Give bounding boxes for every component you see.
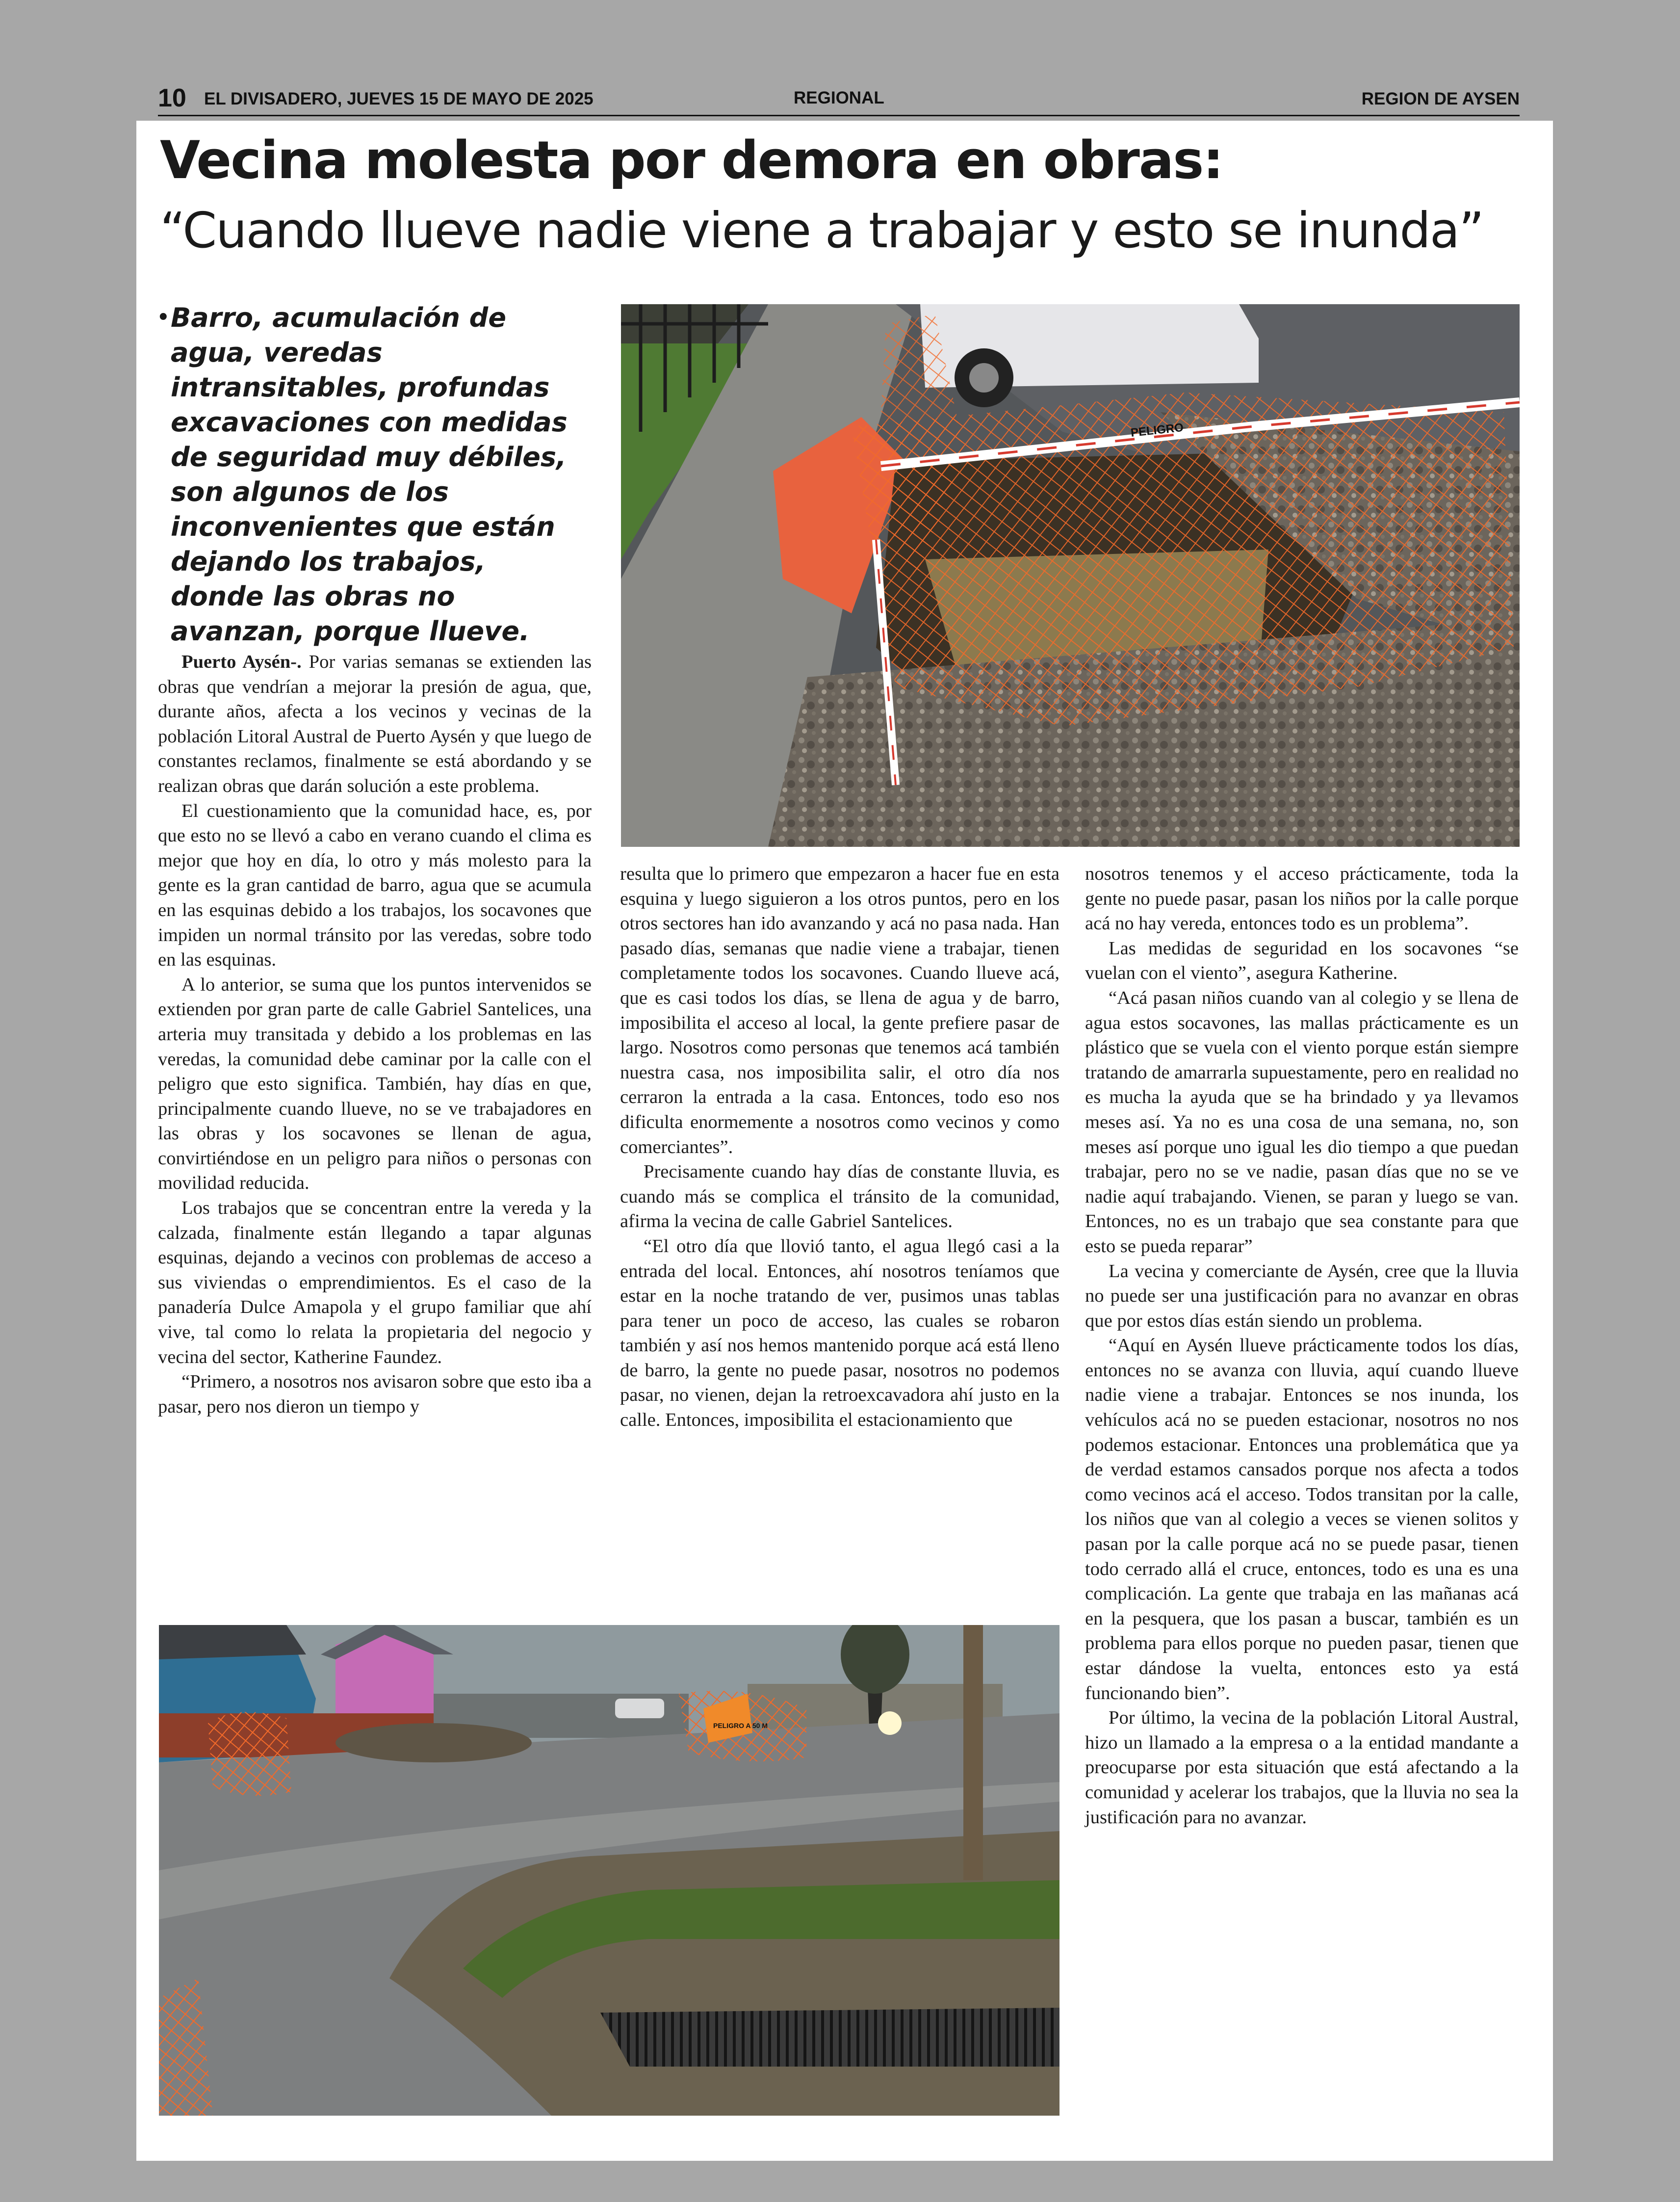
article-column-1 bbox=[158, 650, 592, 1419]
paragraph: A lo anterior, se suma que los puntos intervenidos se extienden por gran parte de calle Gabriel Santelices, una arteria muy transitada y debido a los problemas en las veredas, la comunidad debe caminar por la calle con el peligro que esto significa. También, hay días en que, principalmente cuando llueve, no se ve trabajadores en las obras y los socavones se llenan de agua, convirtiéndose en un peligro para niños o personas con movilidad reducida. bbox=[158, 974, 592, 1194]
article-column-2 bbox=[620, 862, 1060, 1433]
flooded-street-photo bbox=[159, 1625, 1060, 2116]
section-label: REGIONAL bbox=[794, 88, 884, 107]
deck-text: Barro, acumulación de agua, veredas intransitables, profundas excavaciones con medidas de seguridad muy débiles, son algunos de los inconvenientes que están dejando los trabajos, donde las obras no avanzan, porque llueve. bbox=[171, 302, 568, 647]
article-column-3 bbox=[1085, 862, 1519, 1830]
excavation-photo bbox=[621, 304, 1520, 847]
header-rule bbox=[158, 115, 1520, 116]
paragraph: Por último, la vecina de la población Litoral Austral, hizo un llamado a la empresa o a la entidad mandante a preocuparse por esta situación que está afectando a la comunidad y acelerar los trabajos, que la lluvia no sea la justificación para no avanzar. bbox=[1085, 1707, 1519, 1828]
paragraph: Los trabajos que se concentran entre la vereda y la calzada, finalmente están llegando a tapar algunas esquinas, dejando a vecinos con problemas de acceso a sus viviendas o emprendimientos. Es el caso de la panadería Dulce Amapola y el grupo familiar que ahí vive, tal como lo relata la propietaria del negocio y vecina del sector, Katherine Faundez. bbox=[158, 1198, 592, 1367]
dateline: Puerto Aysén-. bbox=[181, 652, 302, 672]
deck-bullet: • bbox=[157, 306, 170, 329]
paragraph: Precisamente cuando hay días de constante lluvia, es cuando más se complica el tránsito de la comunidad, afirma la vecina de calle Gabriel Santelices. bbox=[620, 1161, 1060, 1232]
region-label: REGION DE AYSEN bbox=[1361, 89, 1520, 108]
article-headline: Vecina molesta por demora en obras: bbox=[160, 130, 1223, 190]
paragraph: “Acá pasan niños cuando van al colegio y se llena de agua estos socavones, las mallas prácticamente es un plástico que se vuela con el viento porque están siempre tratando de amarrarla supuestamente, pero en realidad no es mucha la ayuda que se ha brindado y ya llevamos meses así. Ya no es una cosa de una semana, no, son meses así porque uno igual les dio tiempo a que puedan trabajar, pero no se ve nadie, pasan días que no se ve nadie aquí trabajando. Vienen, se paran y luego se van. Entonces, no es un trabajo que sea constante para que esto se pueda reparar” bbox=[1085, 987, 1519, 1257]
paragraph: El cuestionamiento que la comunidad hace, es, por que esto no se llevó a cabo en verano cuando el clima es mejor que hoy en día, lo otro y más molesto para la gente es la gran cantidad de barro, agua que se acumula en las esquinas debido a los trabajos, los socavones que impiden un normal tránsito por las veredas, sobre todo en las esquinas. bbox=[158, 800, 592, 970]
running-header bbox=[158, 82, 1520, 114]
paragraph: resulta que lo primero que empezaron a hacer fue en esta esquina y luego siguieron a los otros puntos, pero en los otros sectores han ido avanzando y acá no pasa nada. Han pasado días, semanas que nadie viene a trabajar, tienen completamente todos los socavones. Cuando llueve acá, que es casi todos los días, se llena de agua y de barro, imposibilita el acceso al local, la gente prefiere pasar de largo. Nosotros como personas que tenemos acá también nuestra casa, nos imposibilita salir, el otro día nos cerraron la entrada a la casa. Entonces, todo eso nos dificulta enormemente a nosotros como vecinos y como comerciantes”. bbox=[620, 864, 1060, 1157]
paragraph: Por varias semanas se extienden las obras que vendrían a mejorar la presión de agua, que, durante años, afecta a los vecinos y vecinas de la población Litoral Austral de Puerto Aysén y que luego de constantes reclamos, finalmente se está abordando y se realizan obras que darán solución a este problema. bbox=[158, 652, 592, 796]
paragraph: “Primero, a nosotros nos avisaron sobre que esto iba a pasar, pero nos dieron un tiempo y bbox=[158, 1371, 592, 1417]
paragraph: “El otro día que llovió tanto, el agua llegó casi a la entrada del local. Entonces, ahí nosotros teníamos que estar en la noche tratando de ver, pusimos unas tablas para tener un poco de acceso, las cuales se robaron también y así nos hemos mantenido porque acá está lleno de barro, la gente no puede pasar, nosotros no podemos pasar, no vienen, dejan la retroexcavadora ahí justo en la calle. Entonces, imposibilita el estacionamiento que bbox=[620, 1235, 1060, 1431]
article-subheadline: “Cuando llueve nadie viene a trabajar y esto se inunda” bbox=[160, 202, 1483, 259]
page-number: 10 bbox=[158, 84, 186, 112]
paragraph: “Aquí en Aysén llueve prácticamente todos los días, entonces no se avanza con lluvia, aquí cuando llueve nadie viene a trabajar. Entonces se nos inunda, los vehículos acá no se pueden estacionar, nosotros no nos podemos estacionar. Entonces una problemática que ya de verdad estamos cansados porque nos afecta a todos como vecinos acá el acceso. Todos transitan por la calle, los niños que van al colegio a veces se vienen solitos y pasan por la calle porque acá no se puede pasar, tienen todo cerrado allá el cruce, entonces, todo es una es una complicación. La gente que trabaja en las mañanas acá en la pesquera, que los pasan a buscar, también es un problema para ellos porque no pueden pasar, tienen que estar dándose la vuelta, entonces esto ya está funcionando bien”. bbox=[1085, 1335, 1519, 1704]
paragraph: nosotros tenemos y el acceso prácticamente, toda la gente no puede pasar, pasan los niños por la calle porque acá no hay vereda, entonces todo es un problema”. bbox=[1085, 864, 1519, 934]
paragraph: La vecina y comerciante de Aysén, cree que la lluvia no puede ser una justificación para no avanzar en obras que por estos días están siendo un problema. bbox=[1085, 1260, 1519, 1331]
paragraph: Las medidas de seguridad en los socavones “se vuelan con el viento”, asegura Katherine. bbox=[1085, 938, 1519, 984]
article-deck bbox=[157, 300, 579, 649]
publication-date: EL DIVISADERO, JUEVES 15 DE MAYO DE 2025 bbox=[204, 89, 594, 108]
warning-sign-text: PELIGRO A 50 M bbox=[713, 1722, 768, 1730]
tape-text: PELIGRO bbox=[1130, 420, 1185, 440]
